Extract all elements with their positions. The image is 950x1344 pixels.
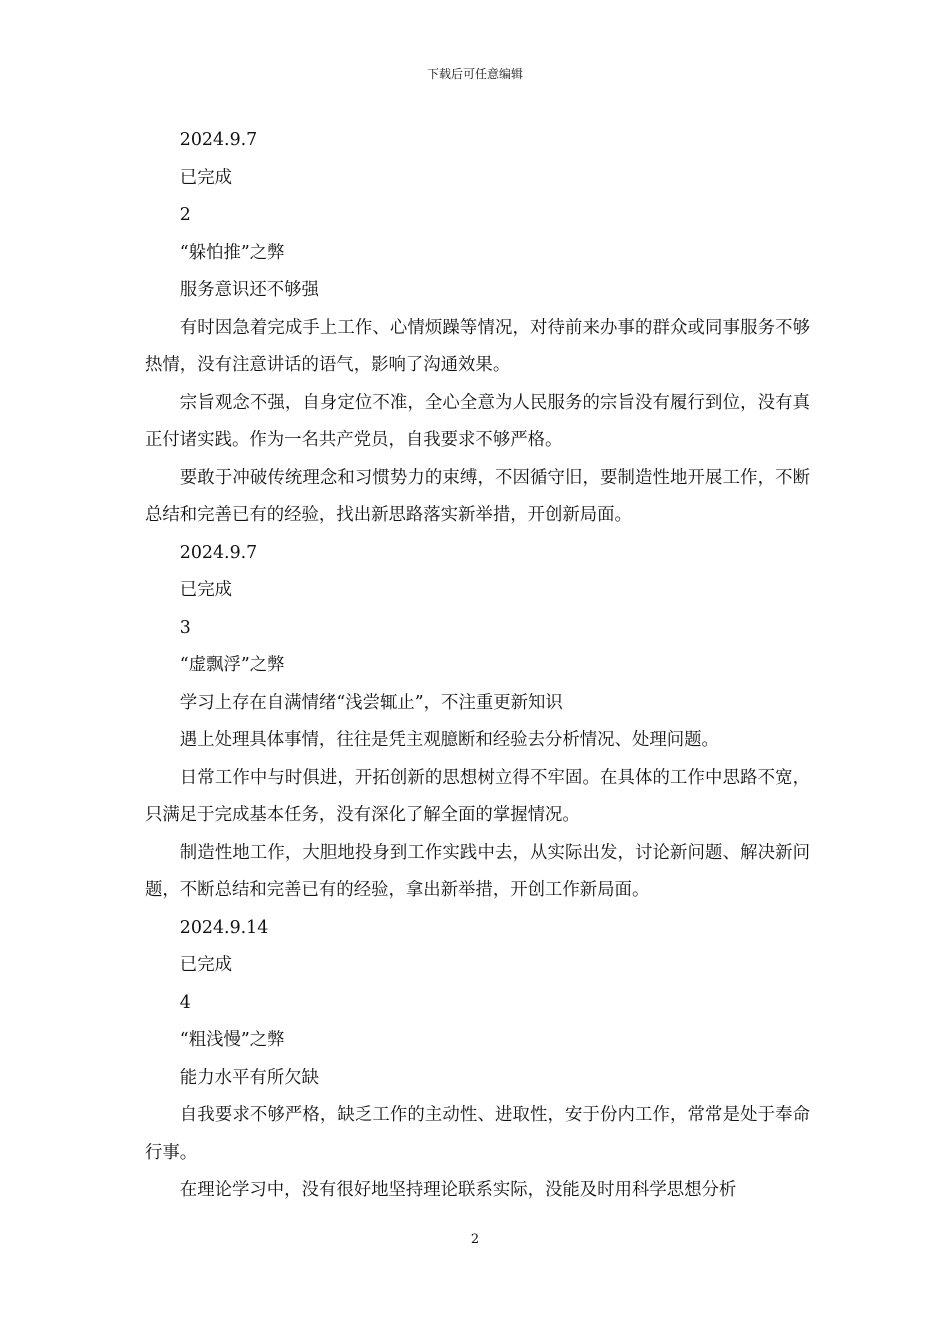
body-paragraph: 有时因急着完成手上工作、心情烦躁等情况，对待前来办事的群众或同事服务不够热情，没有注意讲话的语气，影响了沟通效果。	[145, 317, 810, 375]
body-paragraph: 遇上处理具体事情，往往是凭主观臆断和经验去分析情况、处理问题。	[179, 730, 719, 750]
status-text: 已完成	[179, 580, 232, 600]
body-paragraph: 自我要求不够严格，缺乏工作的主动性、进取性，安于份内工作，常常是处于奉命行事。	[145, 1105, 810, 1163]
date-text: 2024.9.7	[179, 542, 258, 563]
date-text: 2024.9.7	[179, 130, 258, 150]
status-text: 已完成	[179, 167, 232, 188]
issue-title: “虚飘浮”之弊	[179, 655, 285, 675]
body-paragraph: 日常工作中与时俱进，开拓创新的思想树立得不牢固。在具体的工作中思路不宽，只满足于完成基本任务，没有深化了解全面的掌握情况。	[145, 767, 810, 825]
issue-subtitle: 学习上存在自满情绪“浅尝辄止”，不注重更新知识	[179, 692, 563, 713]
issue-title: “粗浅慢”之弊	[179, 1030, 285, 1050]
date-text: 2024.9.14	[179, 917, 269, 938]
body-paragraph: 宗旨观念不强，自身定位不准，全心全意为人民服务的宗旨没有履行到位，没有真正付诸实践。作为一名共产党员，自我要求不够严格。	[145, 392, 810, 450]
issue-subtitle: 能力水平有所欠缺	[179, 1067, 319, 1088]
item-number: 3	[179, 617, 191, 638]
body-paragraph: 在理论学习中，没有很好地坚持理论联系实际，没能及时用科学思想分析	[179, 1180, 737, 1200]
status-text: 已完成	[179, 955, 232, 975]
item-number: 2	[179, 205, 191, 225]
item-number: 4	[179, 992, 191, 1013]
body-paragraph: 制造性地工作，大胆地投身到工作实践中去，从实际出发，讨论新问题、解决新问题，不断总结和完善已有的经验，拿出新举措，开创工作新局面。	[145, 842, 810, 900]
issue-title: “躲怕推”之弊	[179, 242, 285, 263]
issue-subtitle: 服务意识还不够强	[179, 280, 319, 300]
body-paragraph: 要敢于冲破传统理念和习惯势力的束缚，不因循守旧，要制造性地开展工作，不断总结和完善已有的经验，找出新思路落实新举措，开创新局面。	[145, 467, 810, 525]
page-number: 2	[470, 1232, 480, 1247]
page-header: 下载后可任意编辑	[426, 67, 523, 81]
document-body	[145, 122, 810, 1210]
